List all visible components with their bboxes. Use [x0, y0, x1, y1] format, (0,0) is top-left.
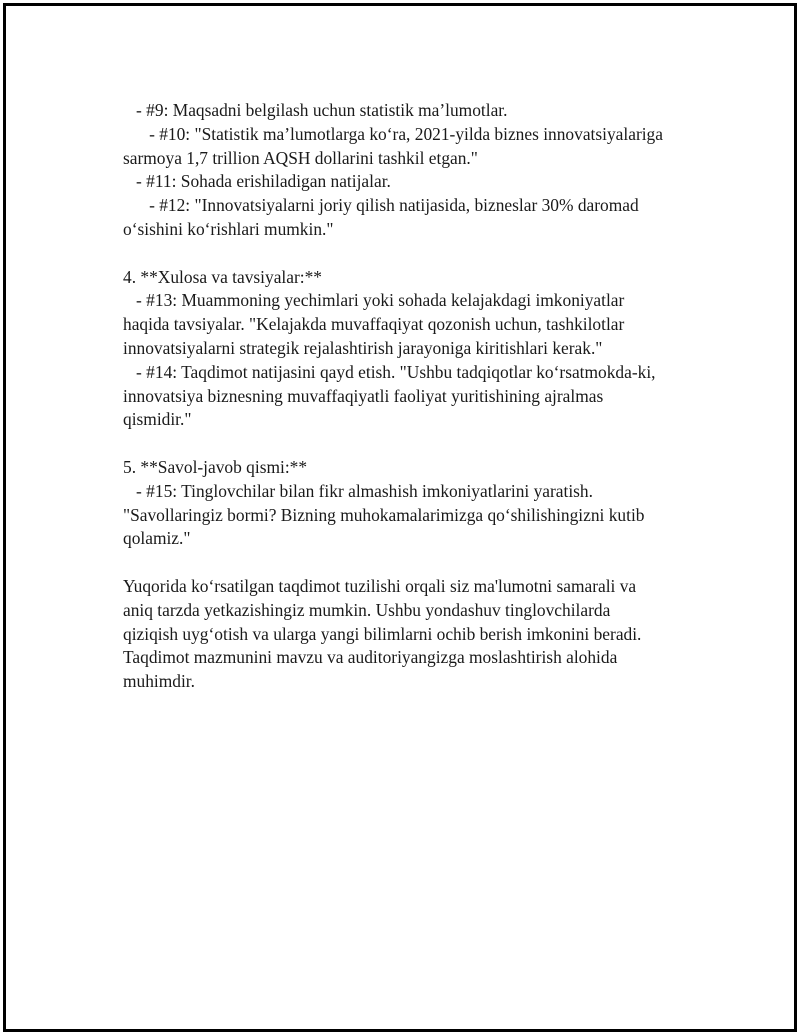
text-line: qismidir.": [123, 409, 192, 430]
text-line: qiziqish uyg‘otish va ularga yangi bilimlarni ochib berish imkonini beradi.: [123, 623, 642, 644]
paragraph-qa: [123, 456, 698, 551]
document-body: [123, 99, 698, 694]
paragraph-statistics: [123, 99, 698, 242]
text-line: innovatsiyalarni strategik rejalashtirish jarayoniga kiritishlari kerak.": [123, 337, 603, 358]
text-line: aniq tarzda yetkazishingiz mumkin. Ushbu yondashuv tinglovchilarda: [123, 599, 611, 620]
section-heading: 4. **Xulosa va tavsiyalar:**: [123, 266, 322, 287]
text-line: o‘sishini ko‘rishlari mumkin.": [123, 218, 334, 239]
text-line: - #10: "Statistik ma’lumotlarga ko‘ra, 2021-yilda biznes innovatsiyalariga: [123, 123, 663, 144]
paragraph-spacer: [123, 432, 698, 456]
paragraph-spacer: [123, 551, 698, 575]
paragraph-summary: [123, 575, 698, 694]
text-line: "Savollaringiz bormi? Bizning muhokamalarimizga qo‘shilishingizni kutib: [123, 504, 645, 525]
text-line: haqida tavsiyalar. "Kelajakda muvaffaqiyat qozonish uchun, tashkilotlar: [123, 314, 625, 335]
text-line: - #12: "Innovatsiyalarni joriy qilish natijasida, bizneslar 30% daromad: [123, 195, 639, 216]
page-frame: [3, 3, 797, 1032]
text-line: qolamiz.": [123, 528, 191, 549]
paragraph-conclusion: [123, 266, 698, 433]
paragraph-spacer: [123, 242, 698, 266]
text-line: - #11: Sohada erishiladigan natijalar.: [123, 171, 391, 192]
text-line: Taqdimot mazmunini mavzu va auditoriyangizga moslashtirish alohida: [123, 647, 618, 668]
text-line: - #13: Muammoning yechimlari yoki sohada kelajakdagi imkoniyatlar: [123, 290, 625, 311]
text-line: Yuqorida ko‘rsatilgan taqdimot tuzilishi orqali siz ma'lumotni samarali va: [123, 575, 637, 596]
section-heading: 5. **Savol-javob qismi:**: [123, 456, 308, 477]
text-line: muhimdir.: [123, 671, 195, 692]
text-line: - #9: Maqsadni belgilash uchun statistik ma’lumotlar.: [123, 100, 508, 120]
text-line: innovatsiya biznesning muvaffaqiyatli faoliyat yuritishining ajralmas: [123, 385, 604, 406]
text-line: - #14: Taqdimot natijasini qayd etish. "Ushbu tadqiqotlar ko‘rsatmokda-ki,: [123, 361, 656, 382]
text-line: sarmoya 1,7 trillion AQSH dollarini tashkil etgan.": [123, 147, 478, 168]
text-line: - #15: Tinglovchilar bilan fikr almashish imkoniyatlarini yaratish.: [123, 480, 593, 501]
